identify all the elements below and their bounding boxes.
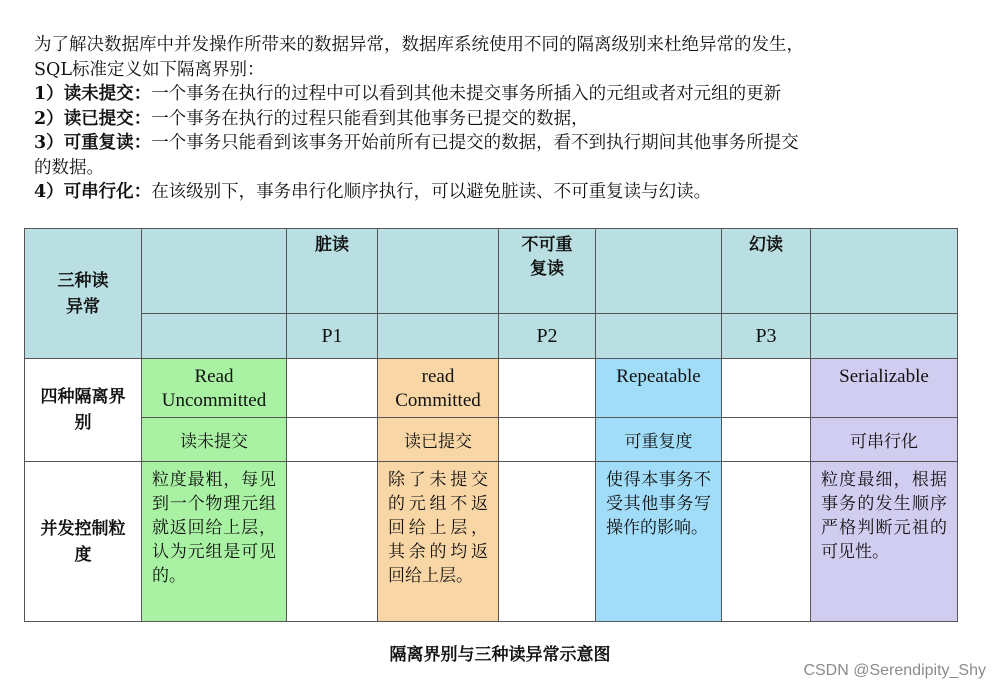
level-item-sep: ： — [133, 84, 152, 104]
level-item-term: 可串行化 — [63, 182, 134, 202]
empty-cell — [596, 229, 722, 314]
isolation-levels-header: 四种隔离界别 — [25, 359, 142, 462]
level-item-2 — [34, 107, 974, 132]
level-item-term: 可重复读 — [63, 133, 134, 153]
intro-line-2: SQL标准定义如下隔离界别： — [34, 59, 265, 80]
level-item-desc: 在该级别下，事务串行化顺序执行，可以避免脏读、不可重复读与幻读。 — [151, 182, 712, 202]
level-item-desc: 一个事务在执行的过程只能看到其他事务已提交的数据， — [151, 108, 589, 129]
intro-text — [34, 33, 974, 205]
empty-cell — [287, 418, 378, 462]
empty-cell — [722, 418, 811, 462]
anomaly-dirty-read: 脏读 — [287, 229, 378, 314]
level-en-read-committed: read Committed — [378, 359, 499, 418]
empty-cell — [596, 314, 722, 359]
empty-cell — [287, 462, 378, 622]
level-item-num: 4） — [34, 182, 64, 202]
level-item-num: 3） — [34, 133, 64, 153]
level-item-4 — [34, 180, 974, 205]
empty-cell — [287, 359, 378, 418]
empty-cell — [378, 229, 499, 314]
anomaly-phantom-read: 幻读 — [722, 229, 811, 314]
empty-cell — [142, 314, 287, 359]
level-item-term: 读未提交 — [63, 84, 134, 104]
concurrency-granularity-header: 并发控制粒度 — [25, 462, 142, 622]
level-desc-repeatable: 使得本事务不受其他事务写操作的影响。 — [596, 462, 722, 622]
empty-cell — [499, 462, 596, 622]
level-en-read-uncommitted: Read Uncommitted — [142, 359, 287, 418]
level-item-sep: ： — [133, 133, 152, 153]
anomaly-code-p1: P1 — [287, 314, 378, 359]
level-desc-serializable: 粒度最细，根据事务的发生顺序严格判断元祖的可见性。 — [811, 462, 958, 622]
level-item-num: 2） — [34, 108, 64, 129]
level-item-3-cont: 的数据。 — [34, 157, 104, 178]
level-item-num: 1） — [34, 84, 64, 104]
anomaly-code-p3: P3 — [722, 314, 811, 359]
empty-cell — [499, 359, 596, 418]
level-item-sep: ： — [133, 182, 152, 202]
level-desc-read-committed: 除了未提交的元组不返回给上层，其余的均返回给上层。 — [378, 462, 499, 622]
level-item-desc: 一个事务在执行的过程中可以看到其他未提交事务所插入的元组或者对元组的更新 — [151, 84, 782, 104]
empty-cell — [378, 314, 499, 359]
anomaly-code-p2: P2 — [499, 314, 596, 359]
level-item-sep: ： — [133, 108, 152, 129]
level-desc-read-uncommitted: 粒度最粗，每见到一个物理元组就返回给上层，认为元组是可见的。 — [142, 462, 287, 622]
level-item-desc: 一个事务只能看到该事务开始前所有已提交的数据，看不到执行期间其他事务所提交 — [151, 133, 799, 153]
anomaly-non-repeatable-read: 不可重复读 — [499, 229, 596, 314]
watermark: CSDN @Serendipity_Shy — [803, 662, 986, 679]
level-item-3 — [34, 131, 974, 156]
empty-cell — [811, 229, 958, 314]
empty-cell — [142, 229, 287, 314]
empty-cell — [499, 418, 596, 462]
level-item-1 — [34, 82, 974, 107]
intro-line-1: 为了解决数据库中并发操作所带来的数据异常，数据库系统使用不同的隔离级别来杜绝异常的发生， — [34, 35, 804, 55]
level-cn-serializable: 可串行化 — [811, 418, 958, 462]
level-cn-read-committed: 读已提交 — [378, 418, 499, 462]
empty-cell — [722, 462, 811, 622]
level-en-serializable: Serializable — [811, 359, 958, 418]
empty-cell — [811, 314, 958, 359]
empty-cell — [722, 359, 811, 418]
level-item-term: 读已提交 — [63, 108, 134, 129]
isolation-table — [24, 228, 958, 622]
level-cn-read-uncommitted: 读未提交 — [142, 418, 287, 462]
figure-caption: 隔离界别与三种读异常示意图 — [389, 645, 611, 665]
anomalies-header: 三种读异常 — [25, 229, 142, 359]
level-en-repeatable: Repeatable — [596, 359, 722, 418]
level-cn-repeatable: 可重复度 — [596, 418, 722, 462]
